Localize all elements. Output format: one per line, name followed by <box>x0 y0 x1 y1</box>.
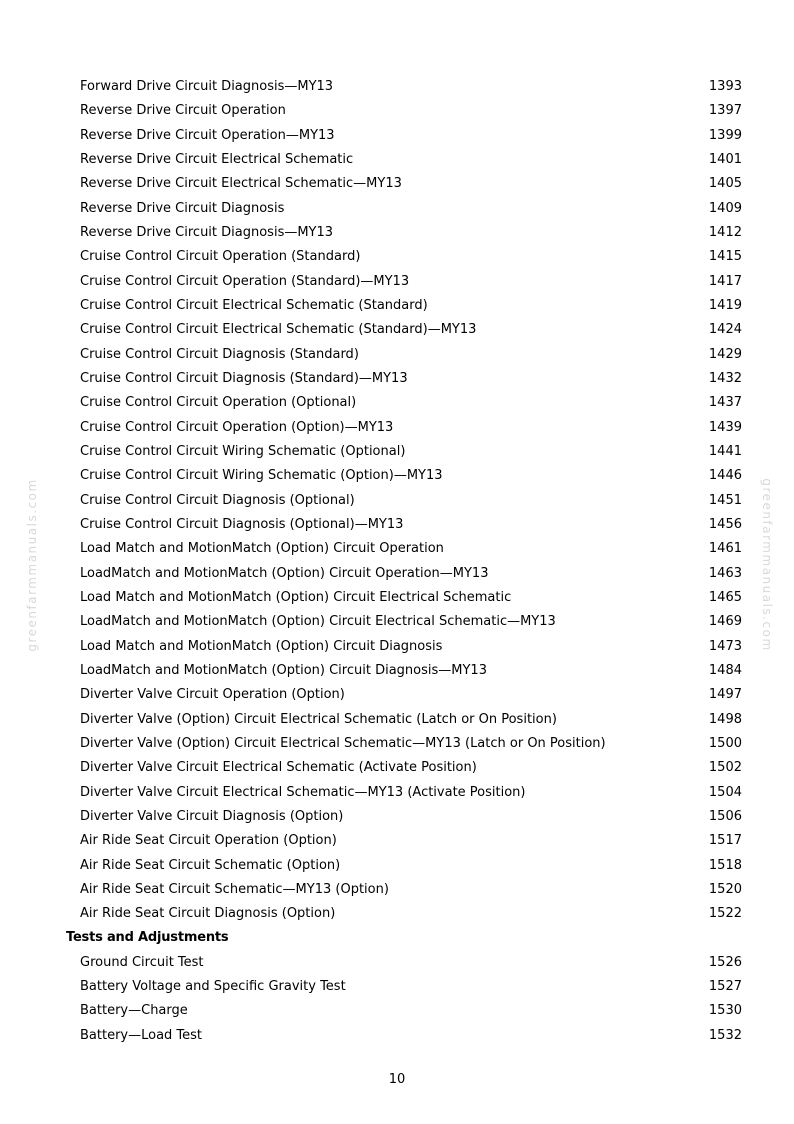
toc-entry-title: Load Match and MotionMatch (Option) Circuit Electrical Schematic <box>80 589 512 605</box>
toc-entry[interactable] <box>0 75 794 99</box>
watermark-left: greenfarmmanuals.com <box>25 478 39 652</box>
toc-entry-page: 1484 <box>708 662 742 678</box>
toc-entry[interactable] <box>0 829 794 853</box>
toc-entry-title: Cruise Control Circuit Operation (Option)—MY13 <box>80 419 394 435</box>
toc-entry-page: 1409 <box>708 200 742 216</box>
toc-entry-page: 1526 <box>708 954 742 970</box>
toc-entry[interactable] <box>0 781 794 805</box>
toc-entry-title: Reverse Drive Circuit Operation—MY13 <box>80 127 335 143</box>
toc-entry-title: Air Ride Seat Circuit Schematic (Option) <box>80 857 341 873</box>
toc-entry-page: 1527 <box>708 979 742 995</box>
toc-entry[interactable] <box>0 635 794 659</box>
toc-entry-title: LoadMatch and MotionMatch (Option) Circuit Diagnosis—MY13 <box>80 662 487 678</box>
toc-entry-page: 1530 <box>708 1003 742 1019</box>
toc-entry-page: 1465 <box>708 589 742 605</box>
toc-entry-title: Diverter Valve (Option) Circuit Electrical Schematic (Latch or On Position) <box>80 711 557 727</box>
toc-entry-title: Cruise Control Circuit Diagnosis (Optional) <box>80 492 355 508</box>
toc-entry-title: Cruise Control Circuit Electrical Schematic (Standard)—MY13 <box>80 322 477 338</box>
toc-entry[interactable] <box>0 513 794 537</box>
toc-entry-page: 1461 <box>708 541 742 557</box>
toc-entry-title: Diverter Valve Circuit Electrical Schematic—MY13 (Activate Position) <box>80 784 526 800</box>
toc-entry-page: 1502 <box>708 760 742 776</box>
toc-entry[interactable] <box>0 197 794 221</box>
toc-entry-title: Load Match and MotionMatch (Option) Circuit Operation <box>80 541 444 557</box>
toc-entry-page: 1469 <box>708 614 742 630</box>
toc-entry[interactable] <box>0 318 794 342</box>
toc-entry-title: Air Ride Seat Circuit Operation (Option) <box>80 833 337 849</box>
toc-entry-title: Air Ride Seat Circuit Diagnosis (Option) <box>80 906 336 922</box>
toc-entry-title: Reverse Drive Circuit Electrical Schematic <box>80 151 354 167</box>
toc-entry-title: Cruise Control Circuit Wiring Schematic (Optional) <box>80 443 406 459</box>
toc-entry-page: 1439 <box>708 419 742 435</box>
toc-entry[interactable] <box>0 610 794 634</box>
toc-entry-title: Reverse Drive Circuit Operation <box>80 103 286 119</box>
page-number: 10 <box>388 1072 406 1087</box>
toc-entry[interactable] <box>0 756 794 780</box>
toc-entry[interactable] <box>0 659 794 683</box>
toc-entry[interactable] <box>0 708 794 732</box>
toc-entry[interactable] <box>0 562 794 586</box>
toc-entry-title: Battery—Charge <box>80 1003 188 1019</box>
table-of-contents <box>0 75 794 1048</box>
toc-entry[interactable] <box>0 221 794 245</box>
toc-entry-page: 1441 <box>708 443 742 459</box>
toc-entry[interactable] <box>0 878 794 902</box>
toc-entry-title: Diverter Valve Circuit Operation (Option) <box>80 687 345 703</box>
toc-entry[interactable] <box>0 294 794 318</box>
toc-entry[interactable] <box>0 537 794 561</box>
toc-entry-title: LoadMatch and MotionMatch (Option) Circuit Operation—MY13 <box>80 565 489 581</box>
toc-entry-title: Cruise Control Circuit Operation (Standard)—MY13 <box>80 273 410 289</box>
toc-entry[interactable] <box>0 464 794 488</box>
toc-entry-title: Cruise Control Circuit Diagnosis (Standard) <box>80 346 359 362</box>
toc-entry-title: Load Match and MotionMatch (Option) Circuit Diagnosis <box>80 638 443 654</box>
toc-entry[interactable] <box>0 440 794 464</box>
toc-entry-title: Ground Circuit Test <box>80 954 204 970</box>
section-heading: Tests and Adjustments <box>66 930 229 946</box>
toc-entry-page: 1532 <box>708 1027 742 1043</box>
toc-entry-title: Forward Drive Circuit Diagnosis—MY13 <box>80 79 334 94</box>
toc-entry[interactable] <box>0 416 794 440</box>
toc-entry-page: 1419 <box>708 297 742 313</box>
toc-entry-page: 1397 <box>708 103 742 119</box>
toc-entry-title: Cruise Control Circuit Diagnosis (Optional)—MY13 <box>80 516 404 532</box>
toc-entry-page: 1437 <box>708 395 742 411</box>
toc-entry-page: 1393 <box>708 79 742 94</box>
toc-entry[interactable] <box>0 367 794 391</box>
toc-entry-page: 1451 <box>708 492 742 508</box>
toc-entry-title: Cruise Control Circuit Wiring Schematic (Option)—MY13 <box>80 468 443 484</box>
toc-entry-page: 1446 <box>708 468 742 484</box>
toc-entry-title: Air Ride Seat Circuit Schematic—MY13 (Option) <box>80 881 389 897</box>
toc-section-entries <box>0 951 794 1048</box>
toc-entry[interactable] <box>0 683 794 707</box>
toc-entry-title: Reverse Drive Circuit Electrical Schematic—MY13 <box>80 176 402 192</box>
toc-entry-page: 1432 <box>708 370 742 386</box>
toc-entry[interactable] <box>0 124 794 148</box>
toc-entry-page: 1417 <box>708 273 742 289</box>
toc-entry-title: Diverter Valve Circuit Diagnosis (Option) <box>80 808 344 824</box>
watermark-right: greenfarmmanuals.com <box>760 478 774 652</box>
toc-entry-page: 1456 <box>708 516 742 532</box>
toc-entry-page: 1498 <box>708 711 742 727</box>
toc-entry-page: 1463 <box>708 565 742 581</box>
toc-entry-page: 1504 <box>708 784 742 800</box>
toc-entry-page: 1497 <box>708 687 742 703</box>
toc-entry-title: Cruise Control Circuit Operation (Standard) <box>80 249 361 265</box>
toc-entry[interactable] <box>0 586 794 610</box>
toc-entry[interactable] <box>0 391 794 415</box>
toc-entry[interactable] <box>0 148 794 172</box>
toc-entry[interactable] <box>0 172 794 196</box>
toc-entry-title: Diverter Valve (Option) Circuit Electrical Schematic—MY13 (Latch or On Position) <box>80 735 606 751</box>
toc-entry-page: 1399 <box>708 127 742 143</box>
toc-entry-page: 1500 <box>708 735 742 751</box>
toc-entry[interactable] <box>0 975 794 999</box>
toc-entry[interactable] <box>0 99 794 123</box>
toc-entry-page: 1424 <box>708 322 742 338</box>
toc-entry-title: LoadMatch and MotionMatch (Option) Circuit Electrical Schematic—MY13 <box>80 614 556 630</box>
toc-entry-page: 1415 <box>708 249 742 265</box>
toc-entry[interactable] <box>0 245 794 269</box>
toc-entry-page: 1506 <box>708 808 742 824</box>
toc-entry-title: Cruise Control Circuit Diagnosis (Standard)—MY13 <box>80 370 408 386</box>
toc-entry[interactable] <box>0 951 794 975</box>
toc-entry[interactable] <box>0 902 794 926</box>
toc-entries <box>0 75 794 926</box>
toc-entry-page: 1412 <box>708 224 742 240</box>
toc-entry[interactable] <box>0 343 794 367</box>
toc-entry-page: 1517 <box>708 833 742 849</box>
toc-entry-title: Cruise Control Circuit Operation (Optional) <box>80 395 357 411</box>
toc-entry-page: 1522 <box>708 906 742 922</box>
toc-entry-page: 1520 <box>708 881 742 897</box>
toc-entry-page: 1429 <box>708 346 742 362</box>
toc-entry[interactable] <box>0 999 794 1023</box>
toc-entry[interactable] <box>0 805 794 829</box>
toc-entry-title: Battery Voltage and Specific Gravity Test <box>80 979 346 995</box>
section-heading-row <box>0 926 794 950</box>
toc-entry-title: Cruise Control Circuit Electrical Schematic (Standard) <box>80 297 428 313</box>
toc-entry-page: 1401 <box>708 151 742 167</box>
toc-entry-title: Battery—Load Test <box>80 1027 203 1043</box>
toc-entry[interactable] <box>0 270 794 294</box>
toc-entry[interactable] <box>0 489 794 513</box>
toc-entry-title: Reverse Drive Circuit Diagnosis—MY13 <box>80 224 334 240</box>
toc-entry-page: 1405 <box>708 176 742 192</box>
toc-entry-title: Diverter Valve Circuit Electrical Schematic (Activate Position) <box>80 760 477 776</box>
toc-entry[interactable] <box>0 732 794 756</box>
toc-entry-page: 1518 <box>708 857 742 873</box>
toc-entry-title: Reverse Drive Circuit Diagnosis <box>80 200 285 216</box>
toc-entry-page: 1473 <box>708 638 742 654</box>
toc-entry[interactable] <box>0 1024 794 1048</box>
toc-entry[interactable] <box>0 854 794 878</box>
